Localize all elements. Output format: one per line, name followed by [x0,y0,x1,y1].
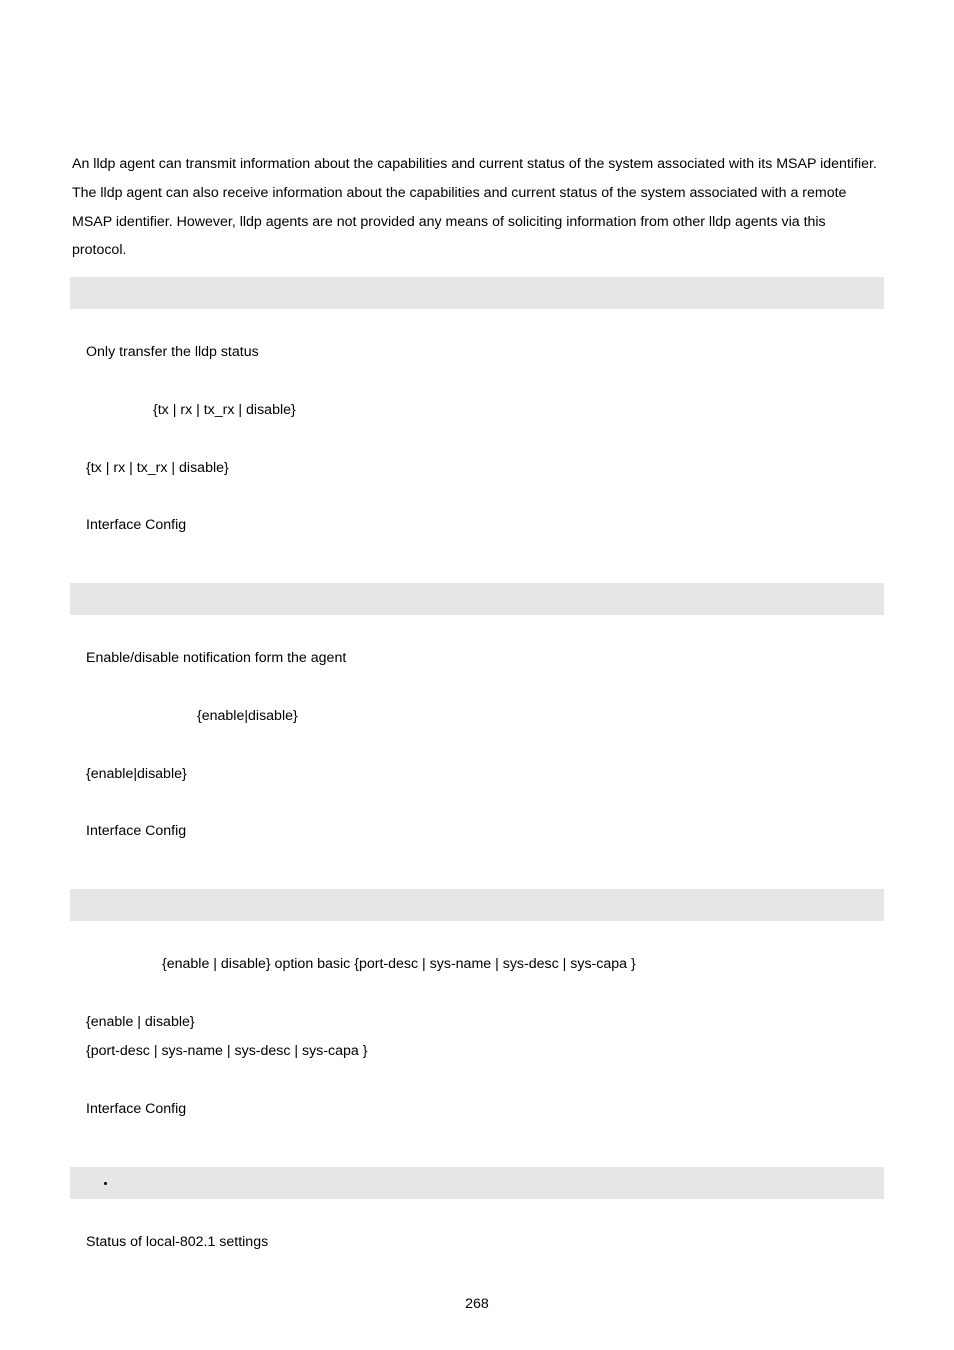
command-parameter: {tx | rx | tx_rx | disable} [86,460,229,476]
command-mode: Interface Config [86,823,187,839]
command-mode: Interface Config [86,1101,187,1117]
command-syntax: {enable|disable} [197,708,298,724]
command-description: Enable/disable notification form the agent [86,650,347,666]
command-parameter: {enable | disable} [86,1014,195,1030]
intro-paragraph [72,150,902,265]
intro-line: MSAP identifier. However, lldp agents are not provided any means of soliciting information from other lldp agents via this [72,213,826,230]
page-number: 268 [465,1296,489,1312]
intro-line: protocol. [72,242,127,259]
intro-line: An lldp agent can transmit information about the capabilities and current status of the system associated with its MSAP identifier. [72,156,877,172]
intro-line: The lldp agent can also receive information about the capabilities and current status of the system associated with a remote [72,184,847,201]
command-description: Status of local-802.1 settings [86,1234,269,1250]
command-parameter: {port-desc | sys-name | sys-desc | sys-capa } [86,1043,368,1059]
command-header-band [70,1167,884,1199]
command-header-band [70,583,884,615]
command-mode: Interface Config [86,517,187,533]
command-header-band [70,277,884,309]
command-syntax: {tx | rx | tx_rx | disable} [153,402,296,418]
command-parameter: {enable|disable} [86,766,187,782]
command-syntax: {enable | disable} option basic {port-desc | sys-name | sys-desc | sys-capa } [162,956,636,972]
bullet-dot [104,1182,107,1185]
command-description: Only transfer the lldp status [86,344,259,360]
command-header-band [70,889,884,921]
